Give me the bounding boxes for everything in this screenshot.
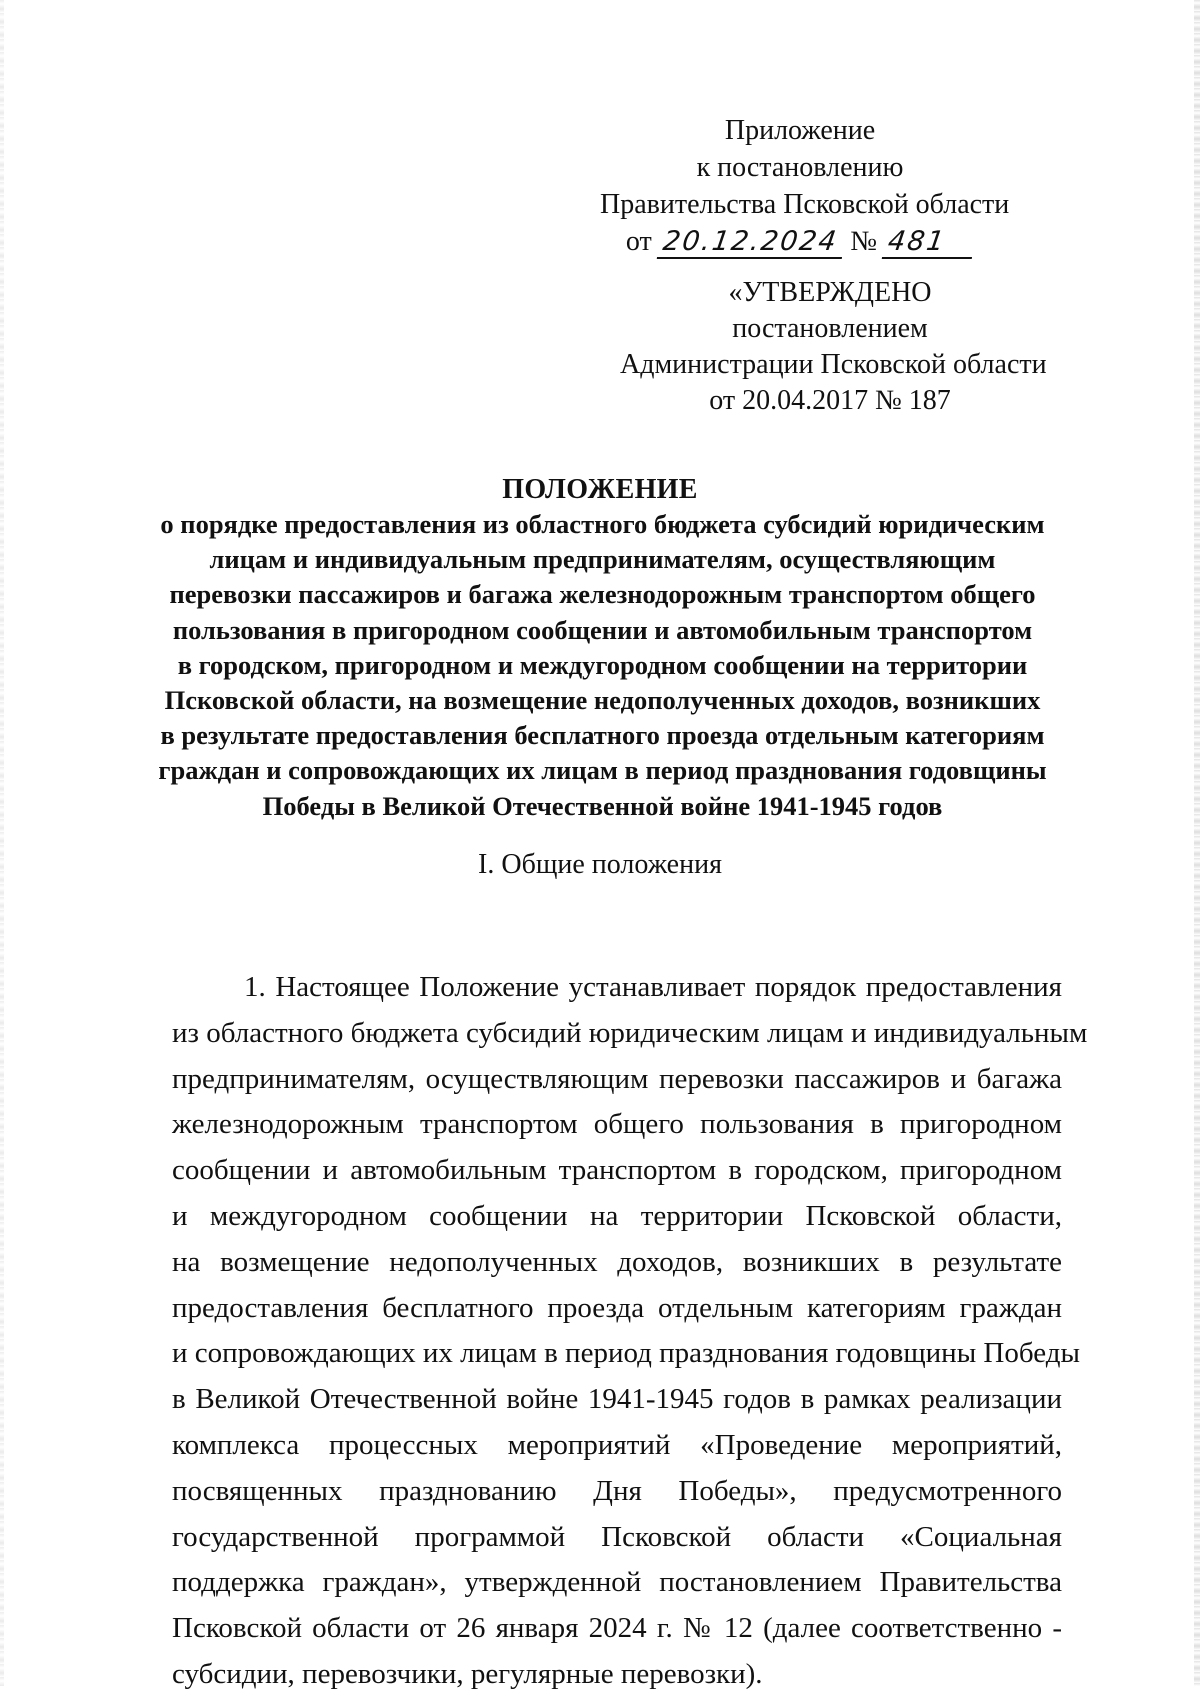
subtitle-line: перевозки пассажиров и багажа железнодорожным транспортом общего	[169, 579, 1036, 610]
subtitle-line: в результате предоставления бесплатного проезда отдельным категориям	[160, 720, 1045, 751]
paragraph-line: на возмещение недополученных доходов, возникших в результате	[172, 1245, 1062, 1278]
document-title: ПОЛОЖЕНИЕ	[502, 474, 698, 505]
paragraph-1	[172, 965, 1088, 1698]
paragraph-line: комплекса процессных мероприятий «Проведение мероприятий,	[172, 1428, 1062, 1461]
paragraph-line: предпринимателям, осуществляющим перевозки пассажиров и багажа	[172, 1062, 1062, 1095]
subtitle-line: пользования в пригородном сообщении и автомобильным транспортом	[172, 614, 1033, 645]
subtitle-line: лицам и индивидуальным предпринимателям, осуществляющим	[209, 544, 996, 575]
paragraph-line: посвященных празднованию Дня Победы», предусмотренного	[172, 1474, 1062, 1507]
subtitle-line: граждан и сопровождающих их лицам в период празднования годовщины	[158, 755, 1047, 786]
subtitle-line: Псковской области, на возмещение недополученных доходов, возникших	[164, 685, 1041, 716]
paragraph-line: в Великой Отечественной войне 1941-1945 годов в рамках реализации	[172, 1383, 1062, 1416]
appendix-date-line	[600, 223, 1000, 260]
approved-block	[620, 275, 1047, 419]
appendix-line: Правительства Псковской области	[600, 189, 1010, 220]
paragraph-line: железнодорожным транспортом общего пользования в пригородном	[172, 1108, 1062, 1141]
approved-line: Администрации Псковской области	[620, 349, 1047, 380]
date-prefix: от	[625, 226, 652, 257]
approved-line: «УТВЕРЖДЕНО	[728, 277, 932, 308]
scan-edge-right	[1194, 0, 1200, 1686]
paragraph-line: из областного бюджета субсидий юридическим лицам и индивидуальным	[172, 1016, 1088, 1049]
subtitle-line: о порядке предоставления из областного бюджета субсидий юридическим	[160, 509, 1045, 539]
paragraph-line: государственной программой Псковской области «Социальная	[172, 1520, 1062, 1553]
paragraph-line: Псковской области от 26 января 2024 г. № 12 (далее соответственно -	[172, 1612, 1062, 1645]
handwritten-number: 481	[882, 227, 976, 259]
paragraph-line: сообщении и автомобильным транспортом в городском, пригородном	[172, 1154, 1062, 1187]
appendix-block	[600, 112, 1010, 260]
paragraph-line: и сопровождающих их лицам в период празднования годовщины Победы	[172, 1337, 1080, 1370]
subtitle-line: Победы в Великой Отечественной войне 1941-1945 годов	[262, 790, 943, 821]
appendix-line: Приложение	[724, 115, 876, 146]
handwritten-date: 20.12.2024	[657, 227, 846, 259]
paragraph-line: предоставления бесплатного проезда отдельным категориям граждан	[172, 1291, 1062, 1324]
appendix-line: к постановлению	[696, 152, 904, 183]
approved-line: от 20.04.2017 № 187	[709, 385, 951, 416]
subtitle-line: в городском, пригородном и междугородном сообщении на территории	[177, 649, 1028, 680]
approved-line: постановлением	[732, 313, 928, 344]
paragraph-line: субсидии, перевозчики, регулярные перевозки).	[172, 1657, 763, 1690]
document-subtitle	[150, 507, 1055, 824]
paragraph-line: поддержка граждан», утвержденной постановлением Правительства	[172, 1566, 1062, 1599]
number-sign: №	[850, 226, 878, 257]
paragraph-line: 1. Настоящее Положение устанавливает порядок предоставления	[244, 971, 1062, 1003]
section-heading: I. Общие положения	[478, 849, 722, 880]
scan-edge-left	[0, 0, 4, 1686]
paragraph-line: и междугородном сообщении на территории Псковской области,	[172, 1199, 1062, 1232]
